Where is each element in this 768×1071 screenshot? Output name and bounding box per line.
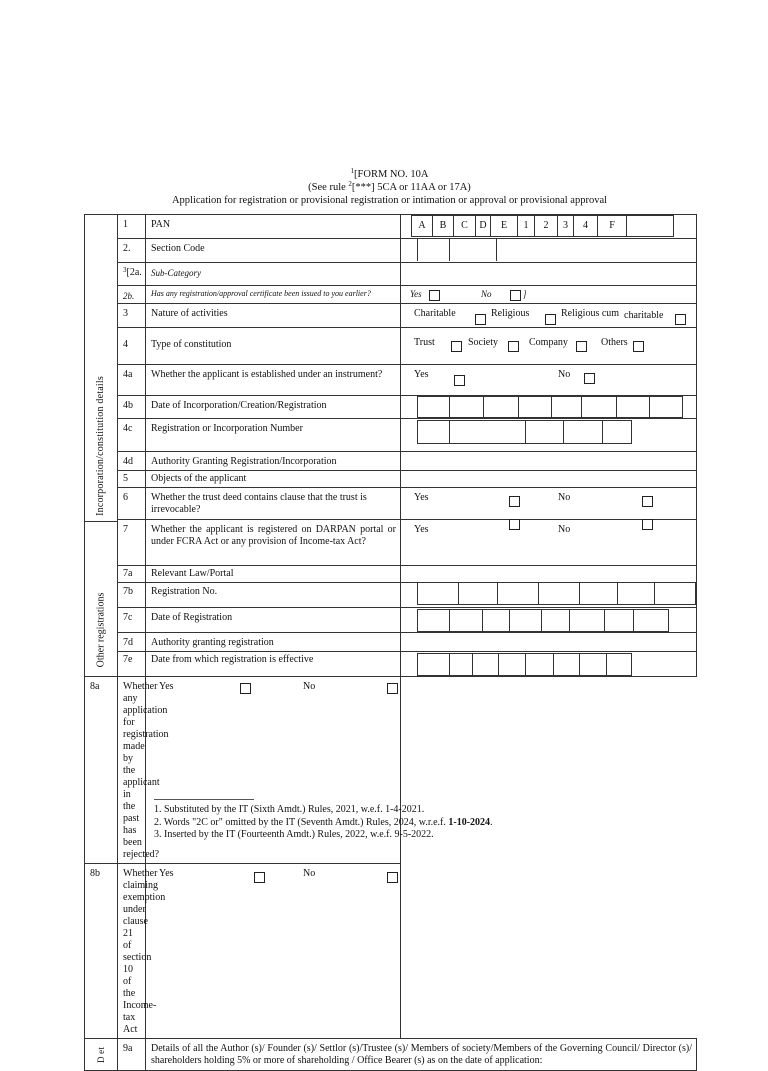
yes-checkbox[interactable]: [509, 496, 520, 507]
input-box[interactable]: [618, 583, 655, 605]
yes-checkbox[interactable]: [454, 375, 465, 386]
no-checkbox[interactable]: [510, 290, 521, 301]
input-box[interactable]: [483, 609, 510, 632]
input-box[interactable]: [650, 396, 683, 418]
authority-field[interactable]: [401, 452, 697, 471]
input-box[interactable]: [564, 420, 603, 444]
row-authority-registration: 7d Authority granting registration: [85, 633, 697, 652]
input-box[interactable]: [450, 396, 484, 418]
input-box[interactable]: [570, 609, 605, 632]
input-box[interactable]: [417, 396, 450, 418]
row-objects: 5 Objects of the applicant: [85, 471, 697, 488]
objects-field[interactable]: [401, 471, 697, 488]
others-checkbox[interactable]: [633, 341, 644, 352]
pan-char-box[interactable]: B: [433, 215, 454, 237]
input-box[interactable]: [526, 420, 564, 444]
row-earlier-certificate: 2b. Has any registration/approval certificate been issued to you earlier? Yes No ]: [85, 286, 697, 304]
input-box[interactable]: [450, 420, 526, 444]
pan-char-box[interactable]: D: [476, 215, 491, 237]
input-box[interactable]: [539, 583, 580, 605]
input-box[interactable]: [655, 583, 696, 605]
input-box[interactable]: [417, 609, 450, 632]
row-sub-category: $^3$[2a. Sub-Category: [85, 263, 697, 286]
form-header: [84, 168, 695, 207]
input-box[interactable]: [634, 609, 669, 632]
footnote-3: 3. Inserted by the IT (Fourteenth Amdt.) Rules, 2022, w.e.f. 9-5-2022.: [154, 829, 434, 840]
input-box[interactable]: [580, 583, 618, 605]
trust-checkbox[interactable]: [451, 341, 462, 352]
footnote-1: 1. Substituted by the IT (Sixth Amdt.) Rules, 2021, w.e.f. 1-4-2021.: [154, 804, 425, 815]
input-box[interactable]: [450, 609, 483, 632]
row-pan: Incorporation/constitution details 1 PAN A B C D E 1 2 3 4 F: [85, 215, 697, 239]
registration-no-boxes[interactable]: [417, 583, 696, 605]
input-box[interactable]: [417, 653, 450, 676]
input-box[interactable]: [473, 653, 499, 676]
row-effective-date: 7e Date from which registration is effective: [85, 652, 697, 677]
pan-char-box[interactable]: C: [454, 215, 476, 237]
footnotes: [154, 799, 493, 842]
religious-checkbox[interactable]: [545, 314, 556, 325]
footnote-2: 2. Words "2C or" omitted by the IT (Seventh Amdt.) Rules, 2024, w.r.e.f. 1-10-2024.: [154, 816, 493, 828]
sub-category-field[interactable]: [401, 263, 697, 286]
input-box[interactable]: [499, 653, 526, 676]
religious-cum-charitable-checkbox[interactable]: [675, 314, 686, 325]
date-boxes[interactable]: [417, 396, 696, 418]
row-constitution: 4 Type of constitution Trust Society Company Others: [85, 328, 697, 365]
input-box[interactable]: [519, 396, 552, 418]
row-date-incorporation: 4b Date of Incorporation/Creation/Registration: [85, 396, 697, 419]
pan-char-box[interactable]: E: [491, 215, 518, 237]
section-code-boxes[interactable]: [417, 239, 696, 261]
registration-number-boxes[interactable]: [417, 420, 696, 444]
input-box[interactable]: [450, 653, 473, 676]
row-past-rejection: 8a Whether any application for registration made by the applicant in the past has been rejected? Yes No: [85, 677, 697, 864]
input-box[interactable]: [542, 609, 570, 632]
section-details: D et: [85, 1039, 118, 1071]
input-box[interactable]: [417, 420, 450, 444]
form-subtitle: Application for registration or provisional registration or intimation or approval or provisional approval: [171, 195, 608, 206]
row-relevant-law: 7a Relevant Law/Portal: [85, 566, 697, 583]
input-box[interactable]: [607, 653, 632, 676]
input-box[interactable]: [554, 653, 580, 676]
row-irrevocable: 6 Whether the trust deed contains clause that the trust is irrevocable? Yes No: [85, 488, 697, 520]
input-box[interactable]: [498, 583, 539, 605]
row-darpan: 7 Whether the applicant is registered on DARPAN portal or under FCRA Act or any provision of Income-tax Act? Yes No: [85, 520, 697, 566]
yes-checkbox[interactable]: [429, 290, 440, 301]
row-registration-number: 4c Registration or Incorporation Number: [85, 419, 697, 452]
input-box[interactable]: [510, 609, 542, 632]
input-box[interactable]: [603, 420, 632, 444]
form-title: $^1$[FORM NO. 10A: [350, 167, 429, 180]
society-checkbox[interactable]: [508, 341, 519, 352]
pan-char-box[interactable]: F: [598, 215, 627, 237]
yes-checkbox[interactable]: [240, 683, 251, 694]
input-box[interactable]: [450, 239, 497, 261]
row-date-registration: 7c Date of Registration: [85, 608, 697, 633]
date-registration-boxes[interactable]: [417, 609, 696, 632]
pan-char-box[interactable]: 2: [535, 215, 558, 237]
input-box[interactable]: [605, 609, 634, 632]
row-clause-21: 8b Whether claiming exemption under clause 21 of section 10 of the Income-tax Act Yes No: [85, 864, 697, 1039]
pan-char-box[interactable]: A: [411, 215, 433, 237]
row-section-code: 2. Section Code: [85, 239, 697, 263]
pan-char-box[interactable]: [627, 215, 674, 237]
input-box[interactable]: [484, 396, 519, 418]
row-instrument: 4a Whether the applicant is established under an instrument? Yes No: [85, 365, 697, 396]
row-authority-incorporation: 4d Authority Granting Registration/Incorporation: [85, 452, 697, 471]
company-checkbox[interactable]: [576, 341, 587, 352]
input-box[interactable]: [417, 583, 459, 605]
input-box[interactable]: [582, 396, 617, 418]
pan-char-box[interactable]: 1: [518, 215, 535, 237]
no-checkbox[interactable]: [584, 373, 595, 384]
form-rule: (See rule $^2$[***] 5CA or 11AA or 17A): [308, 180, 471, 193]
pan-char-box[interactable]: 3: [558, 215, 574, 237]
section-other-registrations-label: Other registrations: [84, 521, 117, 738]
form-table: [84, 214, 697, 1071]
effective-date-boxes[interactable]: [417, 653, 696, 676]
section-incorporation: Incorporation/constitution details: [85, 215, 118, 677]
row-details-authors: D et 9a Details of all the Author (s)/ Founder (s)/ Settlor (s)/Trustee (s)/ Members of society/Members of the Governing Council/ Director (s)/ shareholders holding 5% or more of shareholding / Office Bearer (s) as on the date of application:: [85, 1039, 697, 1071]
input-box[interactable]: [580, 653, 607, 676]
no-checkbox[interactable]: [642, 496, 653, 507]
input-box[interactable]: [459, 583, 498, 605]
row-nature-activities: 3 Nature of activities Charitable Religious Religious cum charitable: [85, 304, 697, 328]
input-box[interactable]: [552, 396, 582, 418]
relevant-law-field[interactable]: [401, 566, 697, 583]
no-checkbox[interactable]: [387, 872, 398, 883]
yes-checkbox[interactable]: [254, 872, 265, 883]
footnote-rule: [154, 799, 254, 800]
charitable-checkbox[interactable]: [475, 314, 486, 325]
authority-registration-field[interactable]: [401, 633, 697, 652]
no-checkbox[interactable]: [387, 683, 398, 694]
pan-input-boxes[interactable]: [411, 215, 696, 237]
no-checkbox[interactable]: [642, 519, 653, 530]
input-box[interactable]: [417, 239, 450, 261]
input-box[interactable]: [526, 653, 554, 676]
yes-checkbox[interactable]: [509, 519, 520, 530]
row-registration-no: 7b Registration No.: [85, 583, 697, 608]
input-box[interactable]: [617, 396, 650, 418]
pan-char-box[interactable]: 4: [574, 215, 598, 237]
